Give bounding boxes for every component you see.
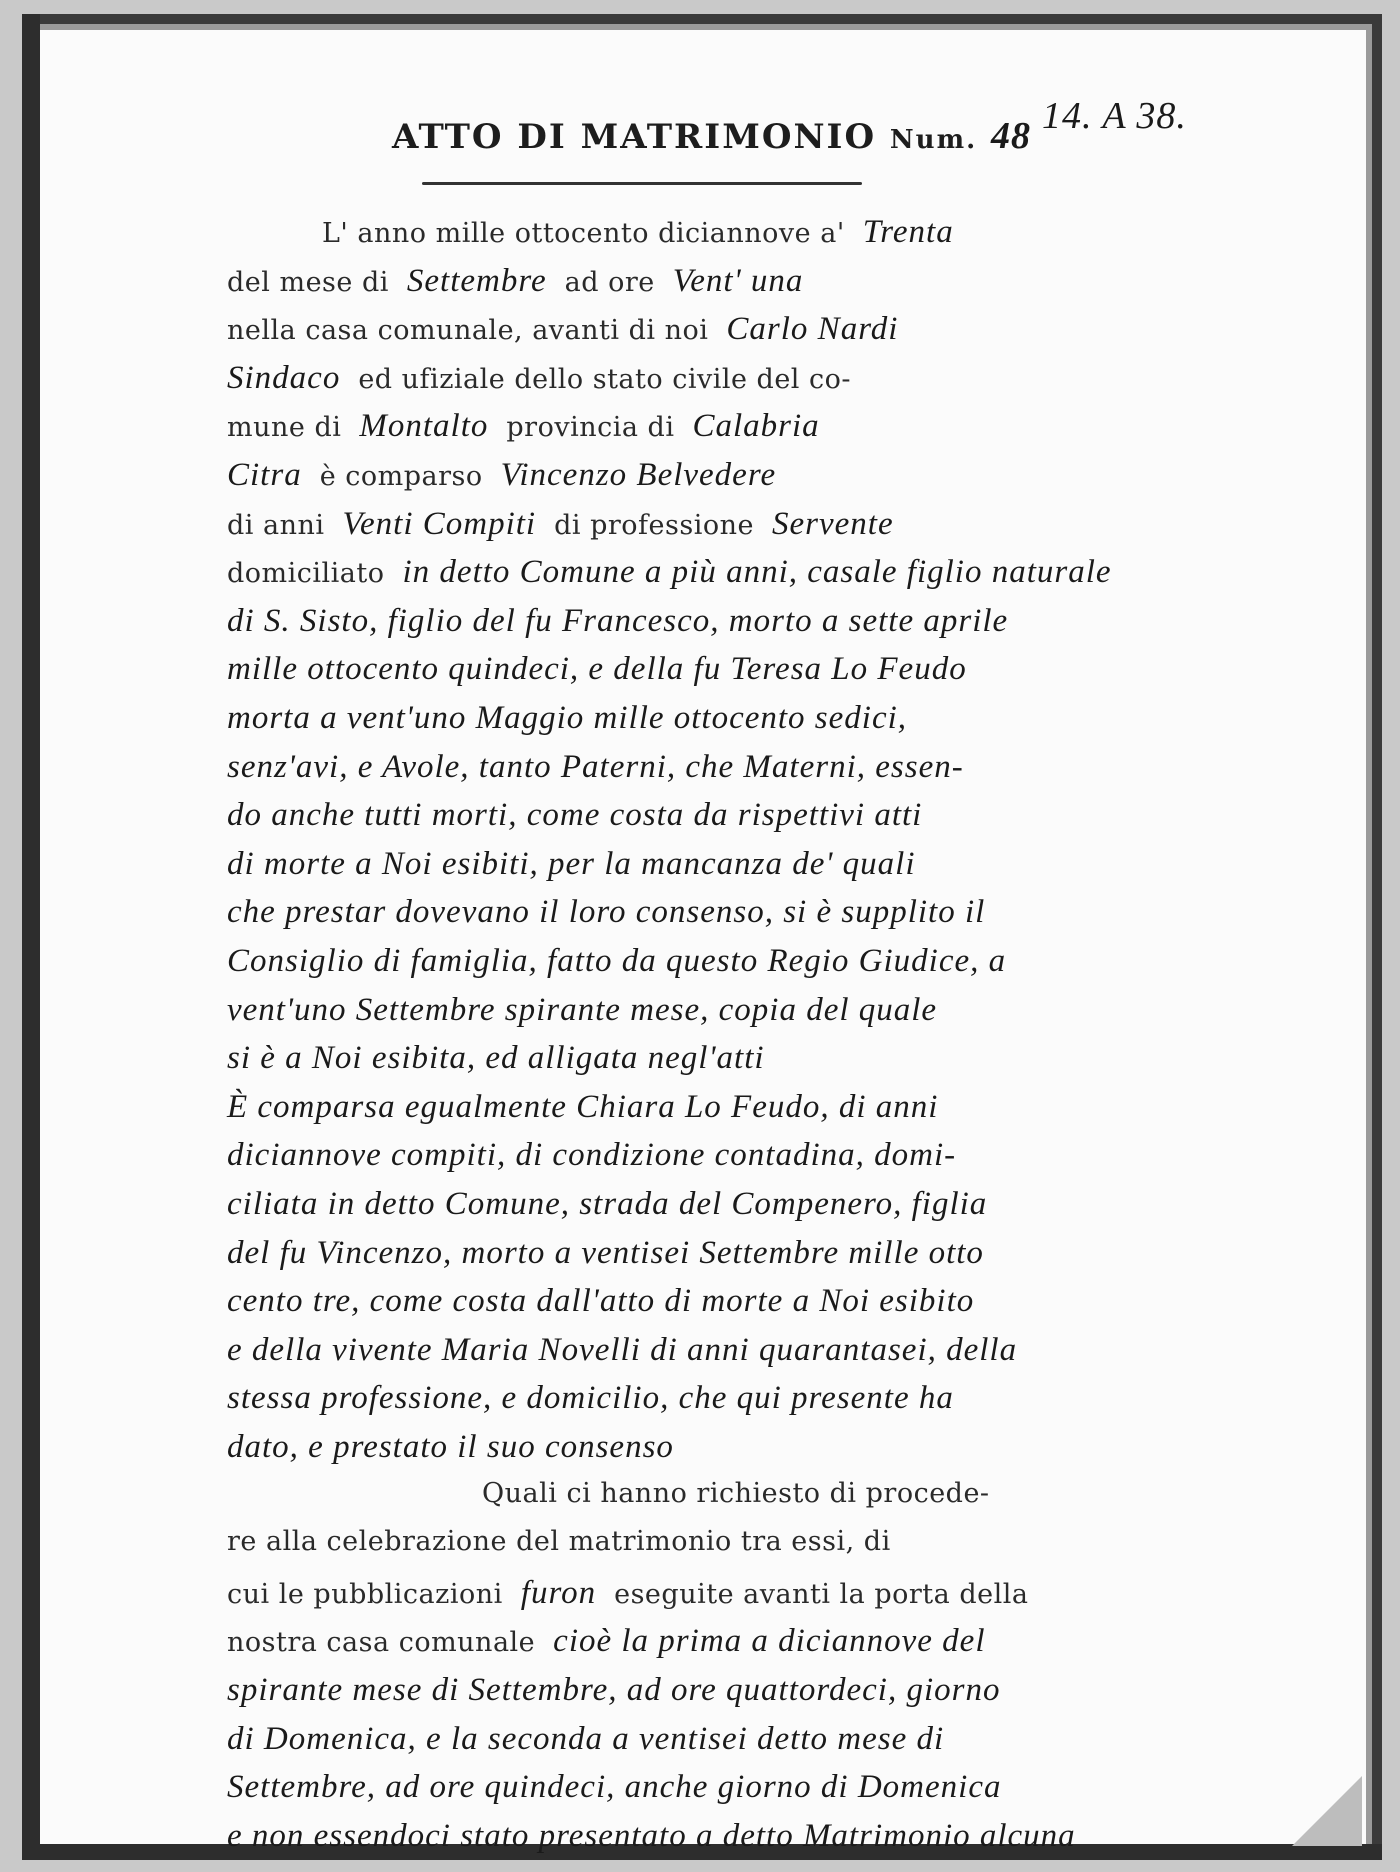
record-line [227,1672,1018,1709]
handwritten-text: di Domenica, e la seconda a ventisei detto mese di [227,1720,945,1757]
record-line [227,943,1024,980]
number-prefix: Num. [889,125,978,155]
handwritten-text: Carlo Nardi [726,311,899,348]
printed-text: nostra casa comunale [227,1627,536,1659]
handwritten-text: stessa professione, e domicilio, che qui presente ha [227,1380,954,1417]
handwritten-text: morta a vent'uno Maggio mille ottocento sedici, [227,700,908,736]
record-line [227,1380,972,1417]
record-line [227,894,1003,931]
record-line [227,1332,1035,1369]
record-line [227,1575,1046,1612]
handwritten-text: di S. Sisto, figlio del fu Francesco, morto a sette aprile [227,602,1009,639]
record-line [227,797,940,834]
record-line [227,457,794,494]
printed-text: cui le pubblicazioni [227,1578,503,1610]
handwritten-text: Servente [772,505,894,542]
title-underline [422,182,862,185]
handwritten-text: si è a Noi esibita, ed alligata negl'atti [227,1040,765,1077]
handwritten-text: del fu Vincenzo, morto a ventisei Settembre mille otto [227,1234,984,1271]
printed-text: mune di [227,412,342,444]
record-line [482,1478,1008,1509]
handwritten-text: Calabria [692,408,820,445]
handwritten-text: Vincenzo Belvedere [500,457,777,493]
record-line [227,700,925,737]
title-text: ATTO DI MATRIMONIO [392,117,877,157]
record-line [227,1429,692,1466]
handwritten-text: e della vivente Maria Novelli di anni quarantasei, della [227,1331,1018,1368]
record-line [227,992,955,1029]
handwritten-text: cioè la prima a diciannove del [553,1623,986,1660]
record-line [227,1623,1004,1660]
handwritten-text: senz'avi, e Avole, tanto Paterni, che Materni, essen- [227,748,964,785]
printed-text: provincia di [506,412,675,444]
document-title [392,114,1031,158]
handwritten-text: ciliata in detto Comune, strada del Compenero, figlia [227,1186,988,1222]
record-line [227,1137,974,1174]
handwritten-text: Consiglio di famiglia, fatto da questo Regio Giudice, a [227,943,1007,979]
handwritten-text: dato, e prestato il suo consenso [227,1429,674,1465]
handwritten-text: diciannove compiti, di condizione contadina, domi- [227,1137,957,1174]
record-line [227,1526,909,1557]
record-line [227,846,934,883]
printed-text: ed ufiziale dello stato civile del co- [358,363,852,395]
handwritten-text: Sindaco [227,359,341,396]
record-line [322,214,972,251]
record-line [227,408,838,445]
printed-text: di professione [554,509,754,541]
record-line [227,1769,1019,1806]
handwritten-text: in detto Comune a più anni, casale figlio naturale [402,554,1112,591]
record-line [227,1818,1094,1855]
corner-annotation: 14. A 38. [1042,95,1187,137]
record-line [227,311,916,348]
printed-text: eseguite avanti la porta della [614,1578,1029,1610]
record-line [227,360,869,397]
handwritten-text: Trenta [862,214,954,250]
printed-text: nella casa comunale, avanti di noi [227,315,709,347]
handwritten-text: spirante mese di Settembre, ad ore quattordeci, giorno [227,1672,1001,1708]
handwritten-text: mille ottocento quindeci, e della fu Teresa Lo Feudo [227,651,967,688]
left-dark-edge [22,14,40,1860]
handwritten-text: È comparsa egualmente Chiara Lo Feudo, di anni [227,1088,939,1125]
record-line [227,651,985,688]
record-line [227,554,1130,591]
handwritten-text: do anche tutti morti, come costa da rispettivi atti [227,797,923,834]
record-number: 48 [990,115,1031,157]
handwritten-text: cento tre, come costa dall'atto di morte a Noi esibito [227,1283,975,1320]
printed-text: è comparso [319,461,483,492]
record-line [227,506,912,543]
record-line [227,1283,992,1320]
printed-text: di anni [227,509,325,541]
handwritten-text: furon [520,1574,597,1611]
handwritten-text: che prestar dovevano il loro consenso, si è supplito il [227,894,986,931]
handwritten-text: Vent' una [672,262,804,299]
record-line [227,263,821,300]
handwritten-text: Settembre [406,262,547,299]
printed-text: Quali ci hanno richiesto di procede- [482,1477,990,1509]
printed-text: domiciliato [227,558,385,590]
record-line [227,1235,1002,1272]
record-line [227,1089,956,1126]
printed-text: ad ore [564,266,655,298]
handwritten-text: Montalto [359,408,489,445]
handwritten-text: Citra [227,457,302,493]
handwritten-text: di morte a Noi esibiti, per la mancanza de' quali [227,845,916,882]
record-line [227,749,982,786]
record-line [227,1040,783,1077]
handwritten-text: vent'uno Settembre spirante mese, copia del quale [227,991,938,1028]
printed-text: del mese di [227,266,389,298]
record-line [227,1186,1005,1223]
printed-text: re alla celebrazione del matrimonio tra essi, di [227,1526,891,1558]
handwritten-text: Venti Compiti [342,505,537,542]
document-sheet [22,14,1382,1860]
page-curl [1292,1776,1362,1846]
handwritten-text: Settembre, ad ore quindeci, anche giorno di Domenica [227,1769,1002,1806]
record-line [227,1721,962,1758]
printed-text: L' anno mille ottocento diciannove a' [322,218,845,249]
handwritten-text: e non essendoci stato presentato a detto Matrimonio alcuna [227,1817,1076,1854]
record-line [227,603,1026,640]
